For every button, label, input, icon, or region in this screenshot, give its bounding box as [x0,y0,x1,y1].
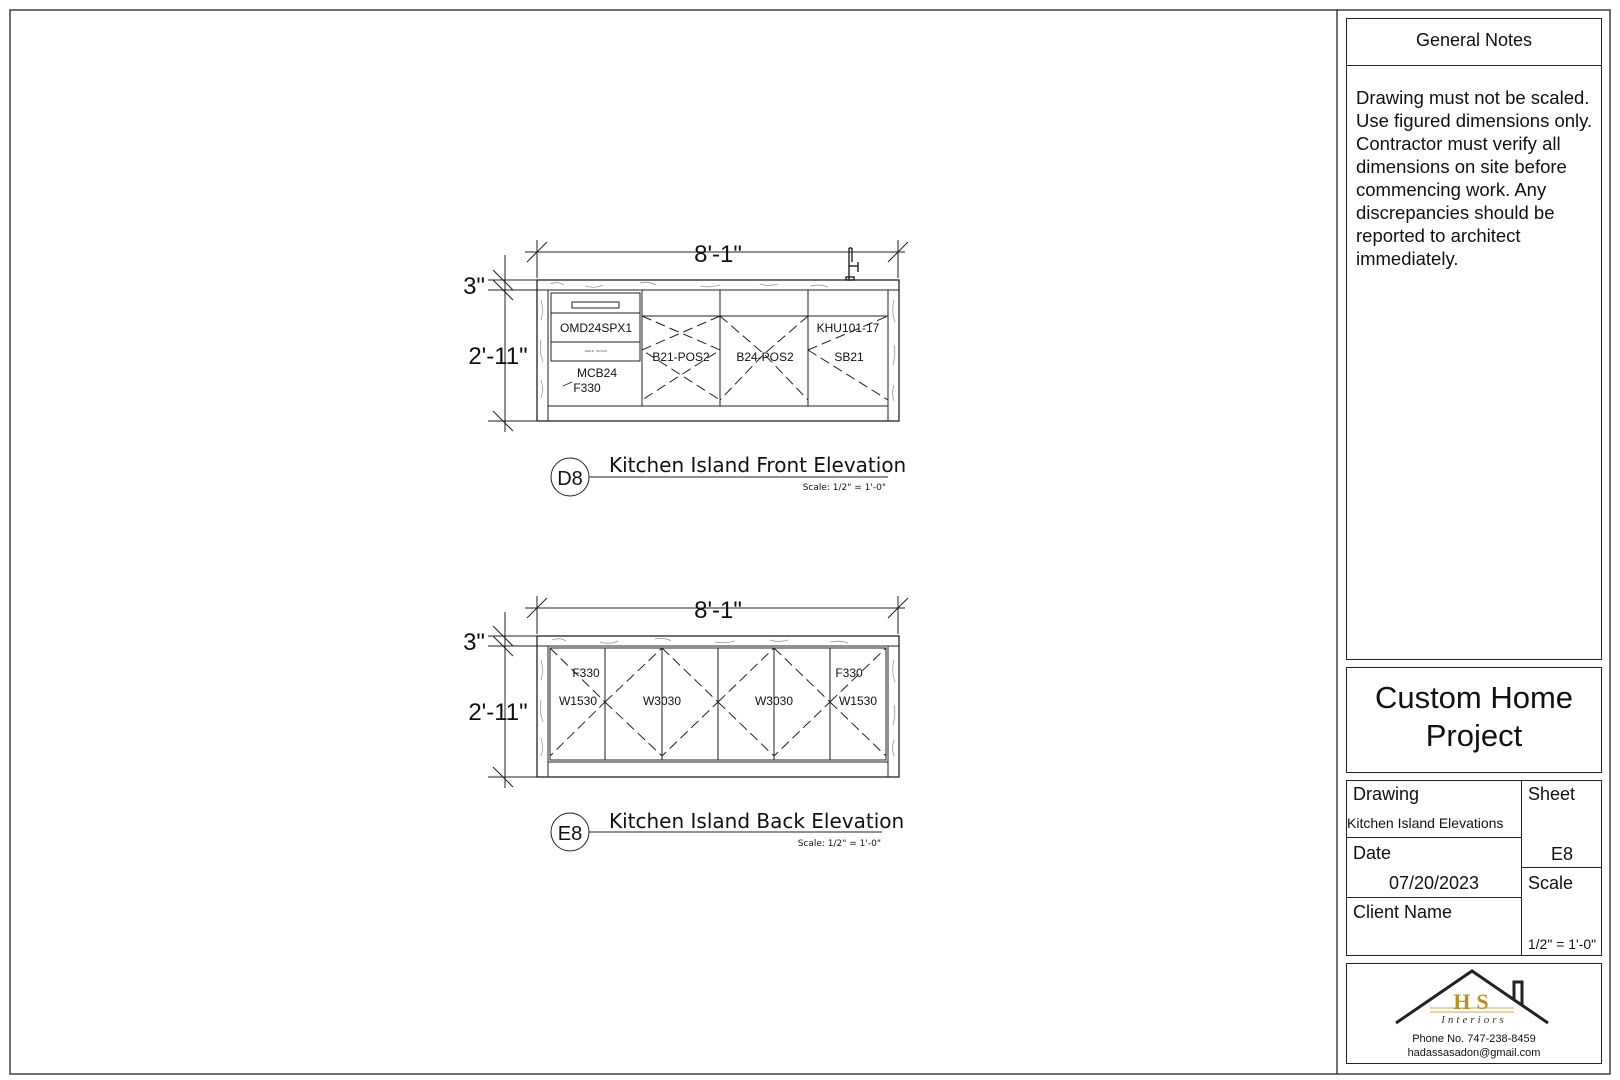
label-oven-code: OMD24SPX1 [559,321,633,335]
date-value: 07/20/2023 [1388,873,1480,893]
project-name-line1: Custom Home [1374,680,1574,715]
front-dim-height: 2'-11" [468,343,528,370]
date-label: Date [1353,843,1392,863]
label-back-w3: W3030 [754,694,794,708]
drawing-value: Kitchen Island Elevations [1347,815,1504,831]
back-elevation [488,596,908,788]
scale-label: Scale [1528,873,1574,893]
front-title: Kitchen Island Front Elevation [609,453,907,477]
front-dim-width: 8'-1" [694,241,742,268]
general-notes-text: Drawing must not be scaled. Use figured dimensions only. Contractor must verify all dimensions on site before commencing work. Any discrepancies should be reported to architect immediately. [1356,87,1593,269]
label-oven-brand: MIELE · BOSCH [584,349,608,353]
scale-value: 1/2" = 1'-0" [1527,936,1597,952]
label-cab-b24: B24-POS2 [736,350,794,364]
logo-script: Interiors [1441,1014,1507,1026]
label-back-w1: W1530 [558,694,598,708]
sheet-value: E8 [1550,844,1574,864]
label-back-w4: W1530 [838,694,878,708]
logo-initials: HS [1453,989,1495,1014]
front-tag: D8 [557,468,583,490]
label-drawer-finish: F330 [573,381,601,395]
label-sink-cab: SB21 [834,350,864,364]
front-scale: Scale: 1/2" = 1'-0" [802,483,886,493]
back-dim-top: 3" [463,629,485,656]
label-back-finish-left: F330 [572,666,600,680]
back-tag: E8 [557,823,583,845]
project-name-line2: Project [1425,718,1523,753]
drawing-label: Drawing [1353,784,1420,804]
client-label: Client Name [1353,902,1453,922]
label-drawer-code: MCB24 [576,366,618,380]
label-sink-model: KHU101-17 [816,321,880,335]
back-dim-width: 8'-1" [694,597,742,624]
label-cab-b21: B21-POS2 [652,350,710,364]
logo-phone: Phone No. 747-238-8459 [1412,1033,1536,1045]
back-scale: Scale: 1/2" = 1'-0" [797,839,881,849]
logo-email: hadassasadon@gmail.com [1407,1047,1541,1059]
oven-handle [572,302,619,308]
label-back-finish-right: F330 [835,666,863,680]
back-title: Kitchen Island Back Elevation [609,809,905,833]
sheet-label: Sheet [1528,784,1576,804]
general-notes-heading: General Notes [1415,30,1533,50]
back-dim-height: 2'-11" [468,699,528,726]
front-dim-top: 3" [463,273,485,300]
info-grid [1346,780,1602,956]
faucet-icon [846,248,858,280]
label-back-w2: W3030 [642,694,682,708]
front-elevation [488,240,908,432]
